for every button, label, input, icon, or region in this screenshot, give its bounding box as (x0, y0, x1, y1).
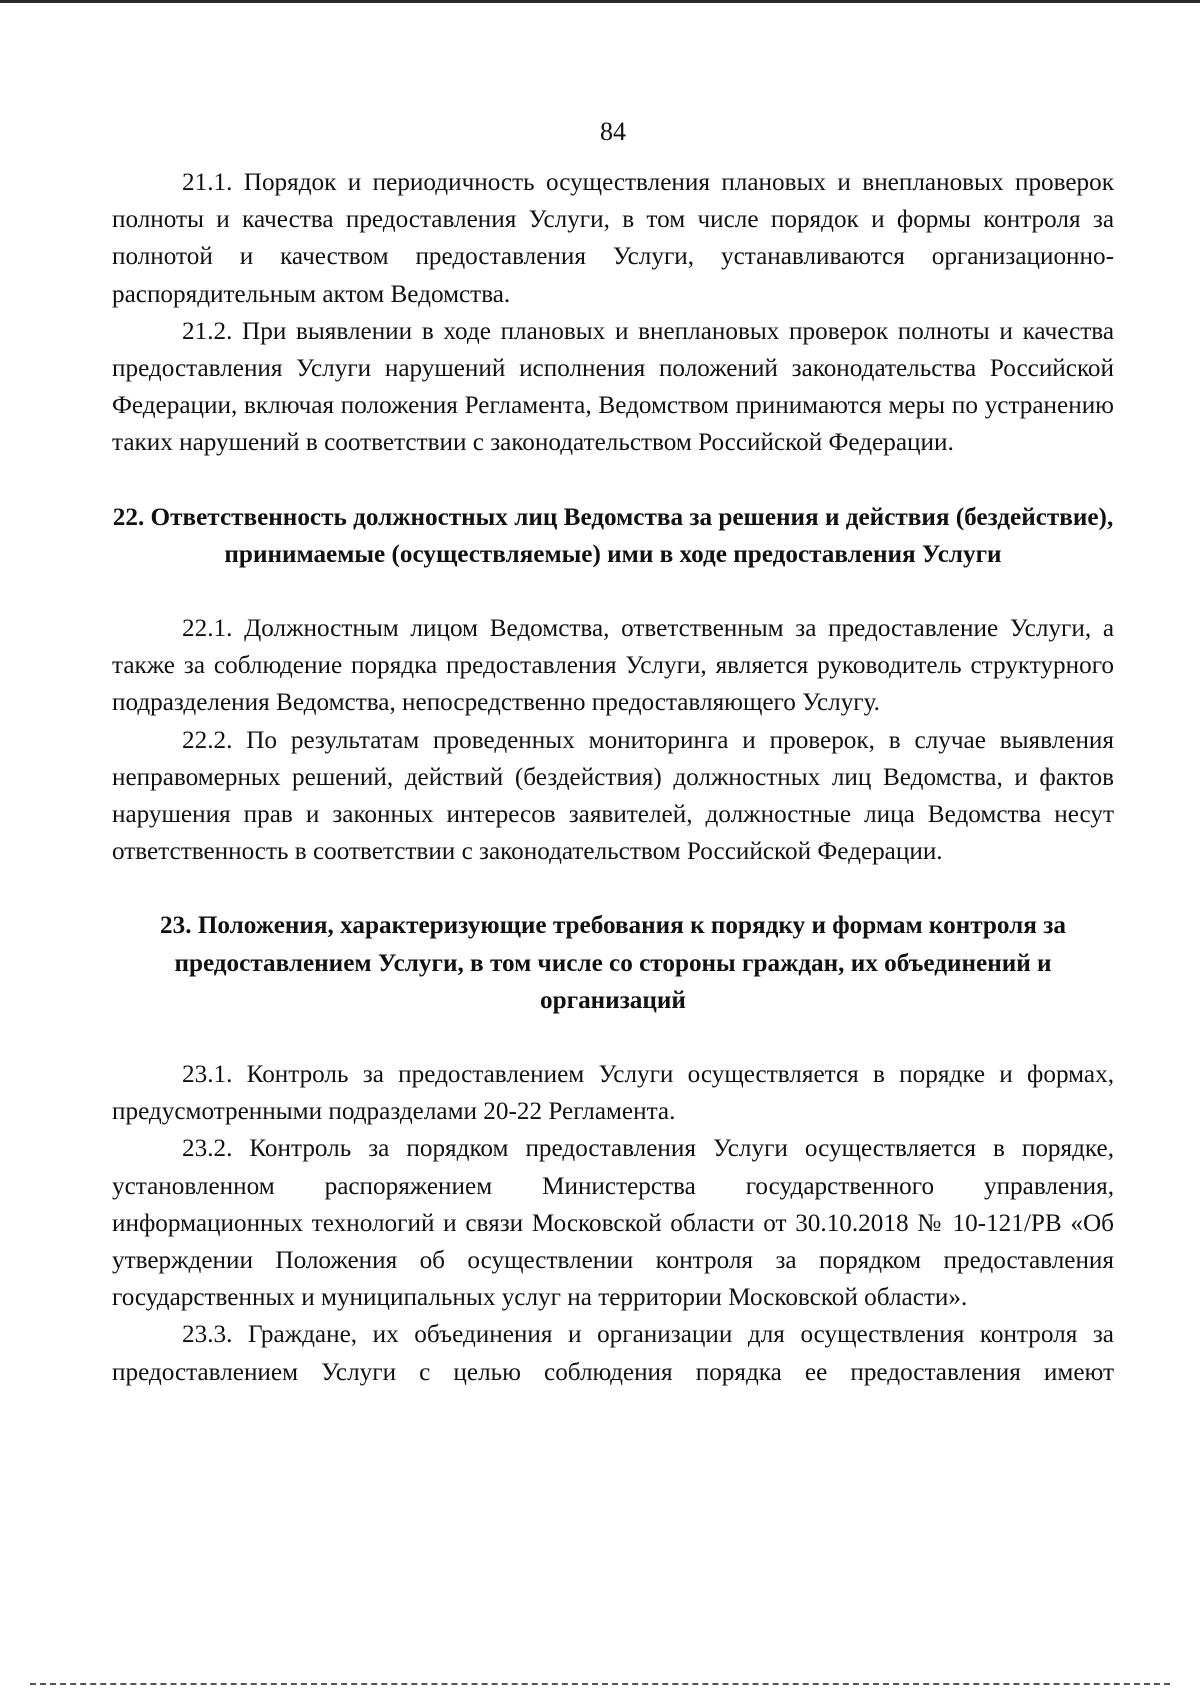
scan-edge-top (0, 0, 1200, 3)
paragraph-23-3: 23.3. Граждане, их объединения и организации для осуществления контроля за предоставлением Услуги с целью соблюдения порядка ее предоставления имеют (112, 1321, 1114, 1386)
paragraph-21-2: 21.2. При выявлении в ходе плановых и внеплановых проверок полноты и качества предоставления Услуги нарушений исполнения положений законодательства Российской Федерации, включая положения Регламента, Ведомством принимаются меры по устранению таких нарушений в соответствии с законодательством Российской Федерации. (112, 317, 1114, 457)
section-heading-22: 22. Ответственность должностных лиц Ведомства за решения и действия (бездействие), принимаемые (осуществляемые) ими в ходе предоставления Услуги (112, 503, 1114, 568)
paragraph-23-2: 23.2. Контроль за порядком предоставления Услуги осуществляется в порядке, установленном распоряжением Министерства государственного управления, информационных технологий и связи Московской области от 30.10.2018 № 10-121/РВ «Об утверждении Положения об осуществлении контроля за порядком предоставления государственных и муниципальных услуг на территории Московской области». (112, 1135, 1114, 1312)
page-number: 84 (600, 117, 626, 146)
paragraph-23-1: 23.1. Контроль за предоставлением Услуги осуществляется в порядке и формах, предусмотренными подразделами 20-22 Регламента. (112, 1061, 1114, 1126)
paragraph-22-2: 22.2. По результатам проведенных мониторинга и проверок, в случае выявления неправомерных решений, действий (бездействия) должностных лиц Ведомства, и фактов нарушения прав и законных интересов заявителей, должностные лица Ведомства несут ответственность в соответствии с законодательством Российской Федерации. (112, 726, 1114, 866)
scan-edge-bottom (30, 1683, 1170, 1685)
section-heading-23: 23. Положения, характеризующие требования к порядку и формам контроля за предоставлением Услуги, в том числе со стороны граждан, их объединений и организаций (160, 912, 1066, 1014)
document-page (112, 112, 1114, 1391)
paragraph-21-1: 21.1. Порядок и периодичность осуществления плановых и внеплановых проверок полноты и качества предоставления Услуги, в том числе порядок и формы контроля за полнотой и качеством предоставления Услуги, устанавливаются организационно-распорядительным актом Ведомства. (112, 169, 1114, 308)
paragraph-22-1: 22.1. Должностным лицом Ведомства, ответственным за предоставление Услуги, а также за соблюдение порядка предоставления Услуги, является руководитель структурного подразделения Ведомства, непосредственно предоставляющего Услугу. (112, 615, 1114, 717)
